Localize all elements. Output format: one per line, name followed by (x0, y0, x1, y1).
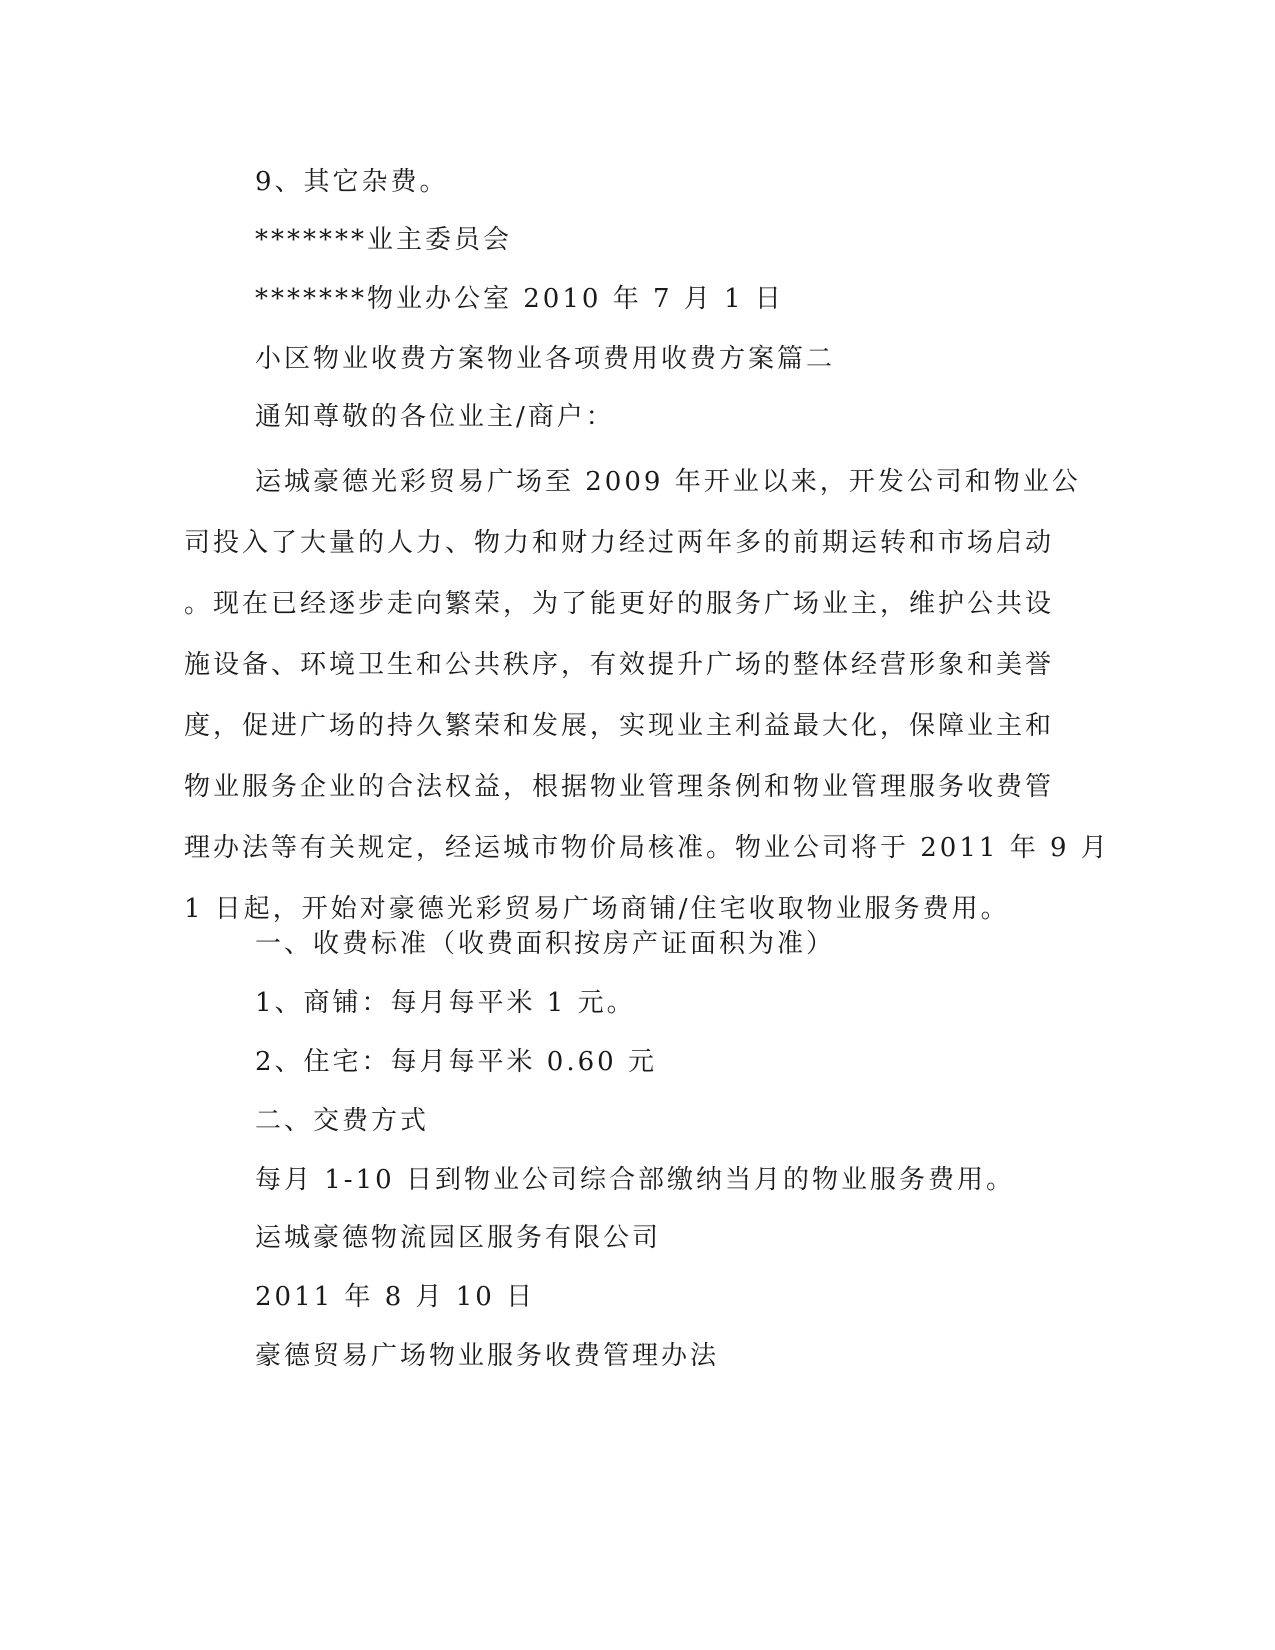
notice-body-paragraph (184, 452, 1110, 940)
owners-committee-signature: *******业主委员会 (255, 225, 513, 255)
paragraph-line: 度，促进广场的持久繁荣和发展，实现业主利益最大化，保障业主和 (184, 711, 1055, 741)
fee-residence: 2、住宅：每月每平米 0.60 元 (255, 1047, 657, 1077)
item-9-other-fees: 9、其它杂费。 (255, 167, 449, 197)
paragraph-line: 理办法等有关规定，经运城市物价局核准。物业公司将于 2011 年 9 月 (184, 833, 1110, 863)
notice-salutation: 通知尊敬的各位业主/商户： (255, 402, 615, 432)
payment-method-heading: 二、交费方式 (255, 1106, 430, 1136)
paragraph-line: 物业服务企业的合法权益，根据物业管理条例和物业管理服务收费管 (184, 772, 1055, 802)
company-name: 运城豪德物流园区服务有限公司 (255, 1223, 662, 1253)
paragraph-line: 。现在已经逐步走向繁荣，为了能更好的服务广场业主，维护公共设 (184, 589, 1055, 619)
payment-method-text: 每月 1-10 日到物业公司综合部缴纳当月的物业服务费用。 (255, 1165, 1015, 1195)
section-heading-2: 小区物业收费方案物业各项费用收费方案篇二 (255, 344, 836, 374)
fee-standard-heading: 一、收费标准（收费面积按房产证面积为准） (255, 929, 836, 959)
property-office-date: *******物业办公室 2010 年 7 月 1 日 (255, 284, 784, 314)
notice-date: 2011 年 8 月 10 日 (255, 1282, 536, 1312)
paragraph-line: 运城豪德光彩贸易广场至 2009 年开业以来，开发公司和物业公 (255, 467, 1081, 497)
next-section-title: 豪德贸易广场物业服务收费管理办法 (255, 1341, 720, 1371)
paragraph-line: 司投入了大量的人力、物力和财力经过两年多的前期运转和市场启动 (184, 528, 1055, 558)
paragraph-line: 1 日起，开始对豪德光彩贸易广场商铺/住宅收取物业服务费用。 (184, 894, 1010, 924)
fee-shop: 1、商铺：每月每平米 1 元。 (255, 988, 636, 1018)
paragraph-line: 施设备、环境卫生和公共秩序，有效提升广场的整体经营形象和美誉 (184, 650, 1055, 680)
